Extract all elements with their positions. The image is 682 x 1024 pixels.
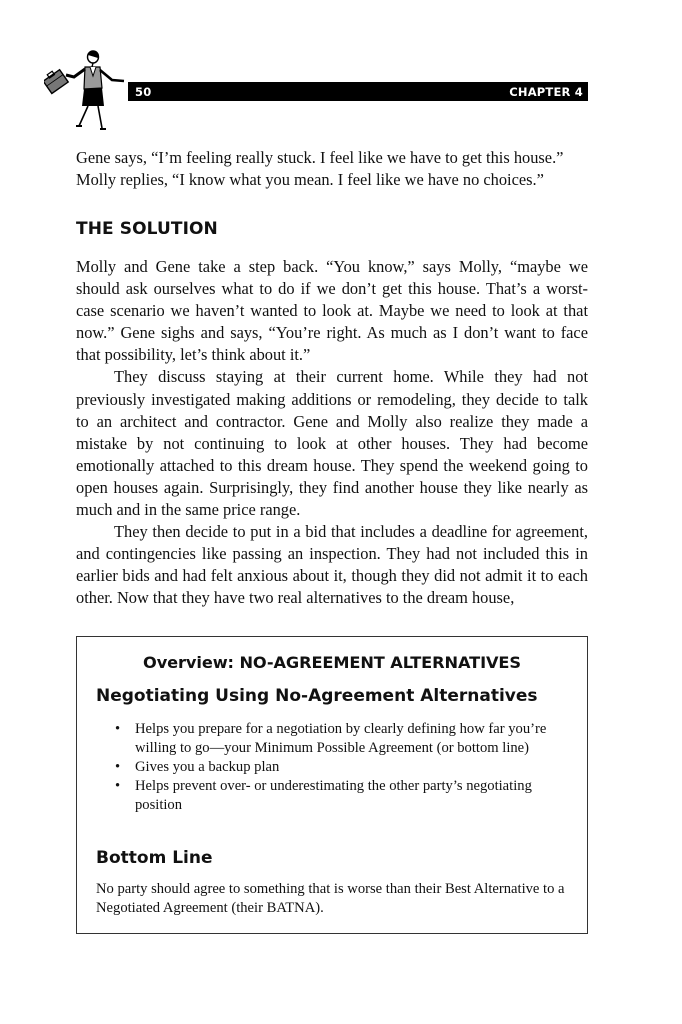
page-number: 50 — [135, 84, 152, 99]
list-item-text: Gives you a backup plan — [135, 759, 280, 775]
bottom-line-text: No party should agree to something that is worse than their Best Alternative to a Negotiated Agreement (their BATNA). — [96, 881, 565, 916]
bottom-line-heading: Bottom Line — [96, 848, 213, 868]
section-heading: THE SOLUTION — [76, 219, 218, 239]
body-paragraph: Molly and Gene take a step back. “You know,” says Molly, “maybe we should ask ourselves what to do if we don’t get this house. That’s a worst-case scenario we haven’t wanted to look at. Maybe we need to look at that now.” Gene sighs and says, “You’re right. As much as I don’t want to face that possibility, let’s think about it.” — [76, 257, 588, 365]
overview-box — [76, 636, 588, 934]
overview-title: Overview: NO-AGREEMENT ALTERNATIVES — [143, 653, 521, 672]
overview-subheading: Negotiating Using No-Agreement Alternatives — [96, 686, 538, 706]
list-item — [115, 758, 575, 777]
section-body — [76, 256, 588, 610]
intro-text: Gene says, “I’m feeling really stuck. I feel like we have to get this house.” Molly replies, “I know what you mean. I feel like we have no choices.” — [76, 148, 564, 190]
intro-paragraph — [76, 147, 588, 191]
bullet-marker: • — [115, 721, 121, 737]
list-item-text: Helps you prepare for a negotiation by clearly defining how far you’re willing to go—your Minimum Possible Agreement (or bottom line) — [135, 721, 547, 756]
list-item — [115, 720, 575, 758]
chapter-label: CHAPTER 4 — [509, 84, 583, 99]
running-header — [128, 82, 588, 101]
body-paragraph: They then decide to put in a bid that includes a deadline for agreement, and contingencies like passing an inspection. They had not included this in earlier bids and had felt anxious about it, though they did not admit it to each other. Now that they have two real alternatives to the dream house, — [76, 522, 588, 608]
bullet-marker: • — [115, 759, 121, 775]
list-item-text: Helps prevent over- or underestimating the other party’s negotiating position — [135, 778, 532, 813]
list-item — [115, 777, 575, 815]
businesswoman-with-briefcase-icon — [44, 48, 128, 132]
bullet-marker: • — [115, 778, 121, 794]
body-paragraph: They discuss staying at their current home. While they had not previously investigated making additions or remodeling, they decide to talk to an architect and contractor. Gene and Molly also realize they made a mistake by not continuing to look at other houses. They had become emotionally attached to this dream house. They spend the weekend going to open houses again. Surprisingly, they find another house they like nearly as much and in the same price range. — [76, 367, 588, 520]
overview-bullet-list — [115, 720, 575, 815]
